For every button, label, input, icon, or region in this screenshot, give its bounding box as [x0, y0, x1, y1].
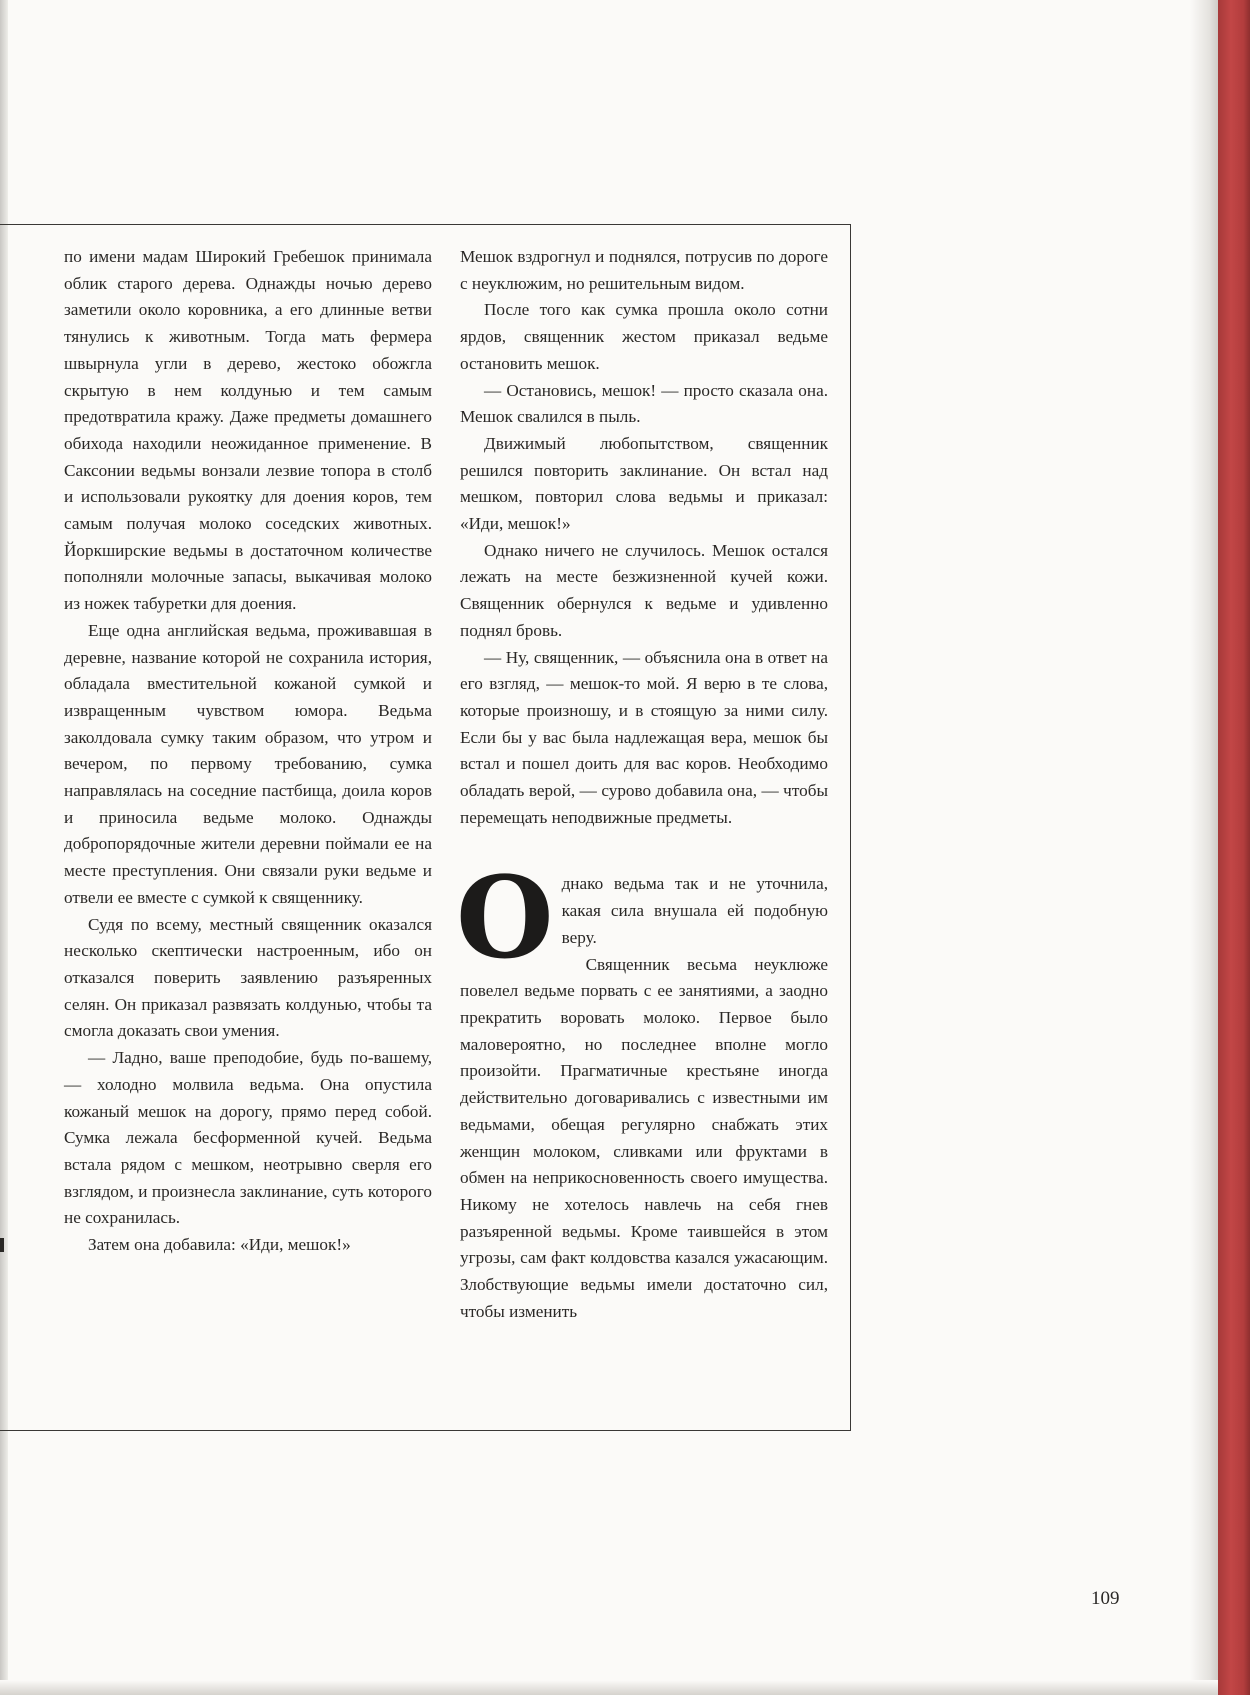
paragraph: Движимый любопытством, священник решился повторить заклинание. Он встал над мешком, повторил слова ведьмы и приказал: «Иди, мешок!»: [460, 433, 828, 534]
drop-cap: О: [456, 853, 554, 985]
right-column: [456, 244, 828, 1325]
paragraph: по имени мадам Широкий Гребешок принимала облик старого дерева. Однажды ночью дерево заметили около коровника, а его длинные ветви тянулись к животным. Тогда мать фермера швырнула угли в дерево, жестоко обожгла скрытую в нем колдунью и тем самым предотвратила кражу. Даже предметы домашнего обихода находили неожиданное применение. В Саксонии ведьмы вонзали лезвие топора в столб и использовали рукоятку для доения коров, тем самым получая молоко соседских животных. Йоркширские ведьмы в достаточном количестве пополняли молочные запасы, выкачивая молоко из ножек табуретки для доения.: [64, 247, 432, 614]
paragraph: Мешок вздрогнул и поднялся, потрусив по дороге с неуклюжим, но решительным видом.: [460, 247, 828, 293]
paragraph: — Ладно, ваше преподобие, будь по-вашему, — холодно молвила ведьма. Она опустила кожаный мешок на дорогу, прямо перед собой. Сумка лежала бесформенной кучей. Ведьма встала рядом с мешком, неотрывно сверля его взглядом, и произнесла заклинание, суть которого не сохранилась.: [64, 1048, 432, 1228]
paragraph: Однако ничего не случилось. Мешок остался лежать на месте безжизненной кучей кожи. Священник обернулся к ведьме и удивленно поднял бровь.: [460, 540, 828, 640]
paragraph: Священник весьма неуклюже повелел ведьме порвать с ее занятиями, а заодно прекратить воровать молоко. Первое было маловероятно, но последнее вполне могло произойти. Прагматичные крестьяне иногда действительно договаривались с известными им ведьмами, обещая регулярно снабжать этих женщин молоком, сливками или фруктами в обмен на неприкосновенность своего имущества. Никому не хотелось навлечь на себя гнев разъяренной ведьмы. Кроме таившейся в этом угрозы, сам факт колдовства казался ужасающим. Злобствующие ведьмы имели достаточно сил, чтобы изменить: [460, 954, 828, 1321]
page-bottom-shadow: [0, 1680, 1218, 1695]
page-edge-shadow: [1190, 0, 1218, 1695]
page-number: 109: [1091, 1588, 1120, 1609]
paragraph: После того как сумка прошла около сотни ярдов, священник жестом приказал ведьме остановить мешок.: [460, 300, 828, 373]
left-column: [64, 244, 432, 1259]
paragraph: Затем она добавила: «Иди, мешок!»: [88, 1235, 351, 1255]
paragraph: — Ну, священник, — объяснила она в ответ на его взгляд, — мешок-то мой. Я верю в те слова, которые произношу, и в стоящую за ними силу. Если бы у вас была надлежащая вера, мешок бы встал и пошел доить для вас коров. Необходимо обладать верой, — сурово добавила она, — чтобы перемещать неподвижные предметы.: [460, 647, 828, 827]
paragraph: Еще одна английская ведьма, проживавшая в деревне, название которой не сохранила история, обладала вместительной кожаной сумкой и извращенным чувством юмора. Ведьма заколдовала сумку таким образом, что утром и вечером, по первому требованию, сумка направлялась на соседние пастбища, доила коров и приносила ведьме молоко. Однажды добропорядочные жители деревни поймали ее на месте преступления. Они связали руки ведьме и отвели ее вместе с сумкой к священнику.: [64, 620, 432, 907]
paragraph: — Остановись, мешок! — просто сказала она. Мешок свалился в пыль.: [460, 380, 828, 427]
dropcap-paragraph-text: днако ведьма так и не уточнила, какая сила внушала ей подобную веру.: [561, 874, 828, 947]
dropcap-paragraph: [456, 853, 828, 985]
paragraph: Судя по всему, местный священник оказался несколько скептически настроенным, ибо он отказался поверить заявлению разъяренных селян. Он приказал развязать колдунью, чтобы та смогла доказать свои умения.: [64, 914, 432, 1041]
book-cover-edge: [1218, 0, 1250, 1695]
